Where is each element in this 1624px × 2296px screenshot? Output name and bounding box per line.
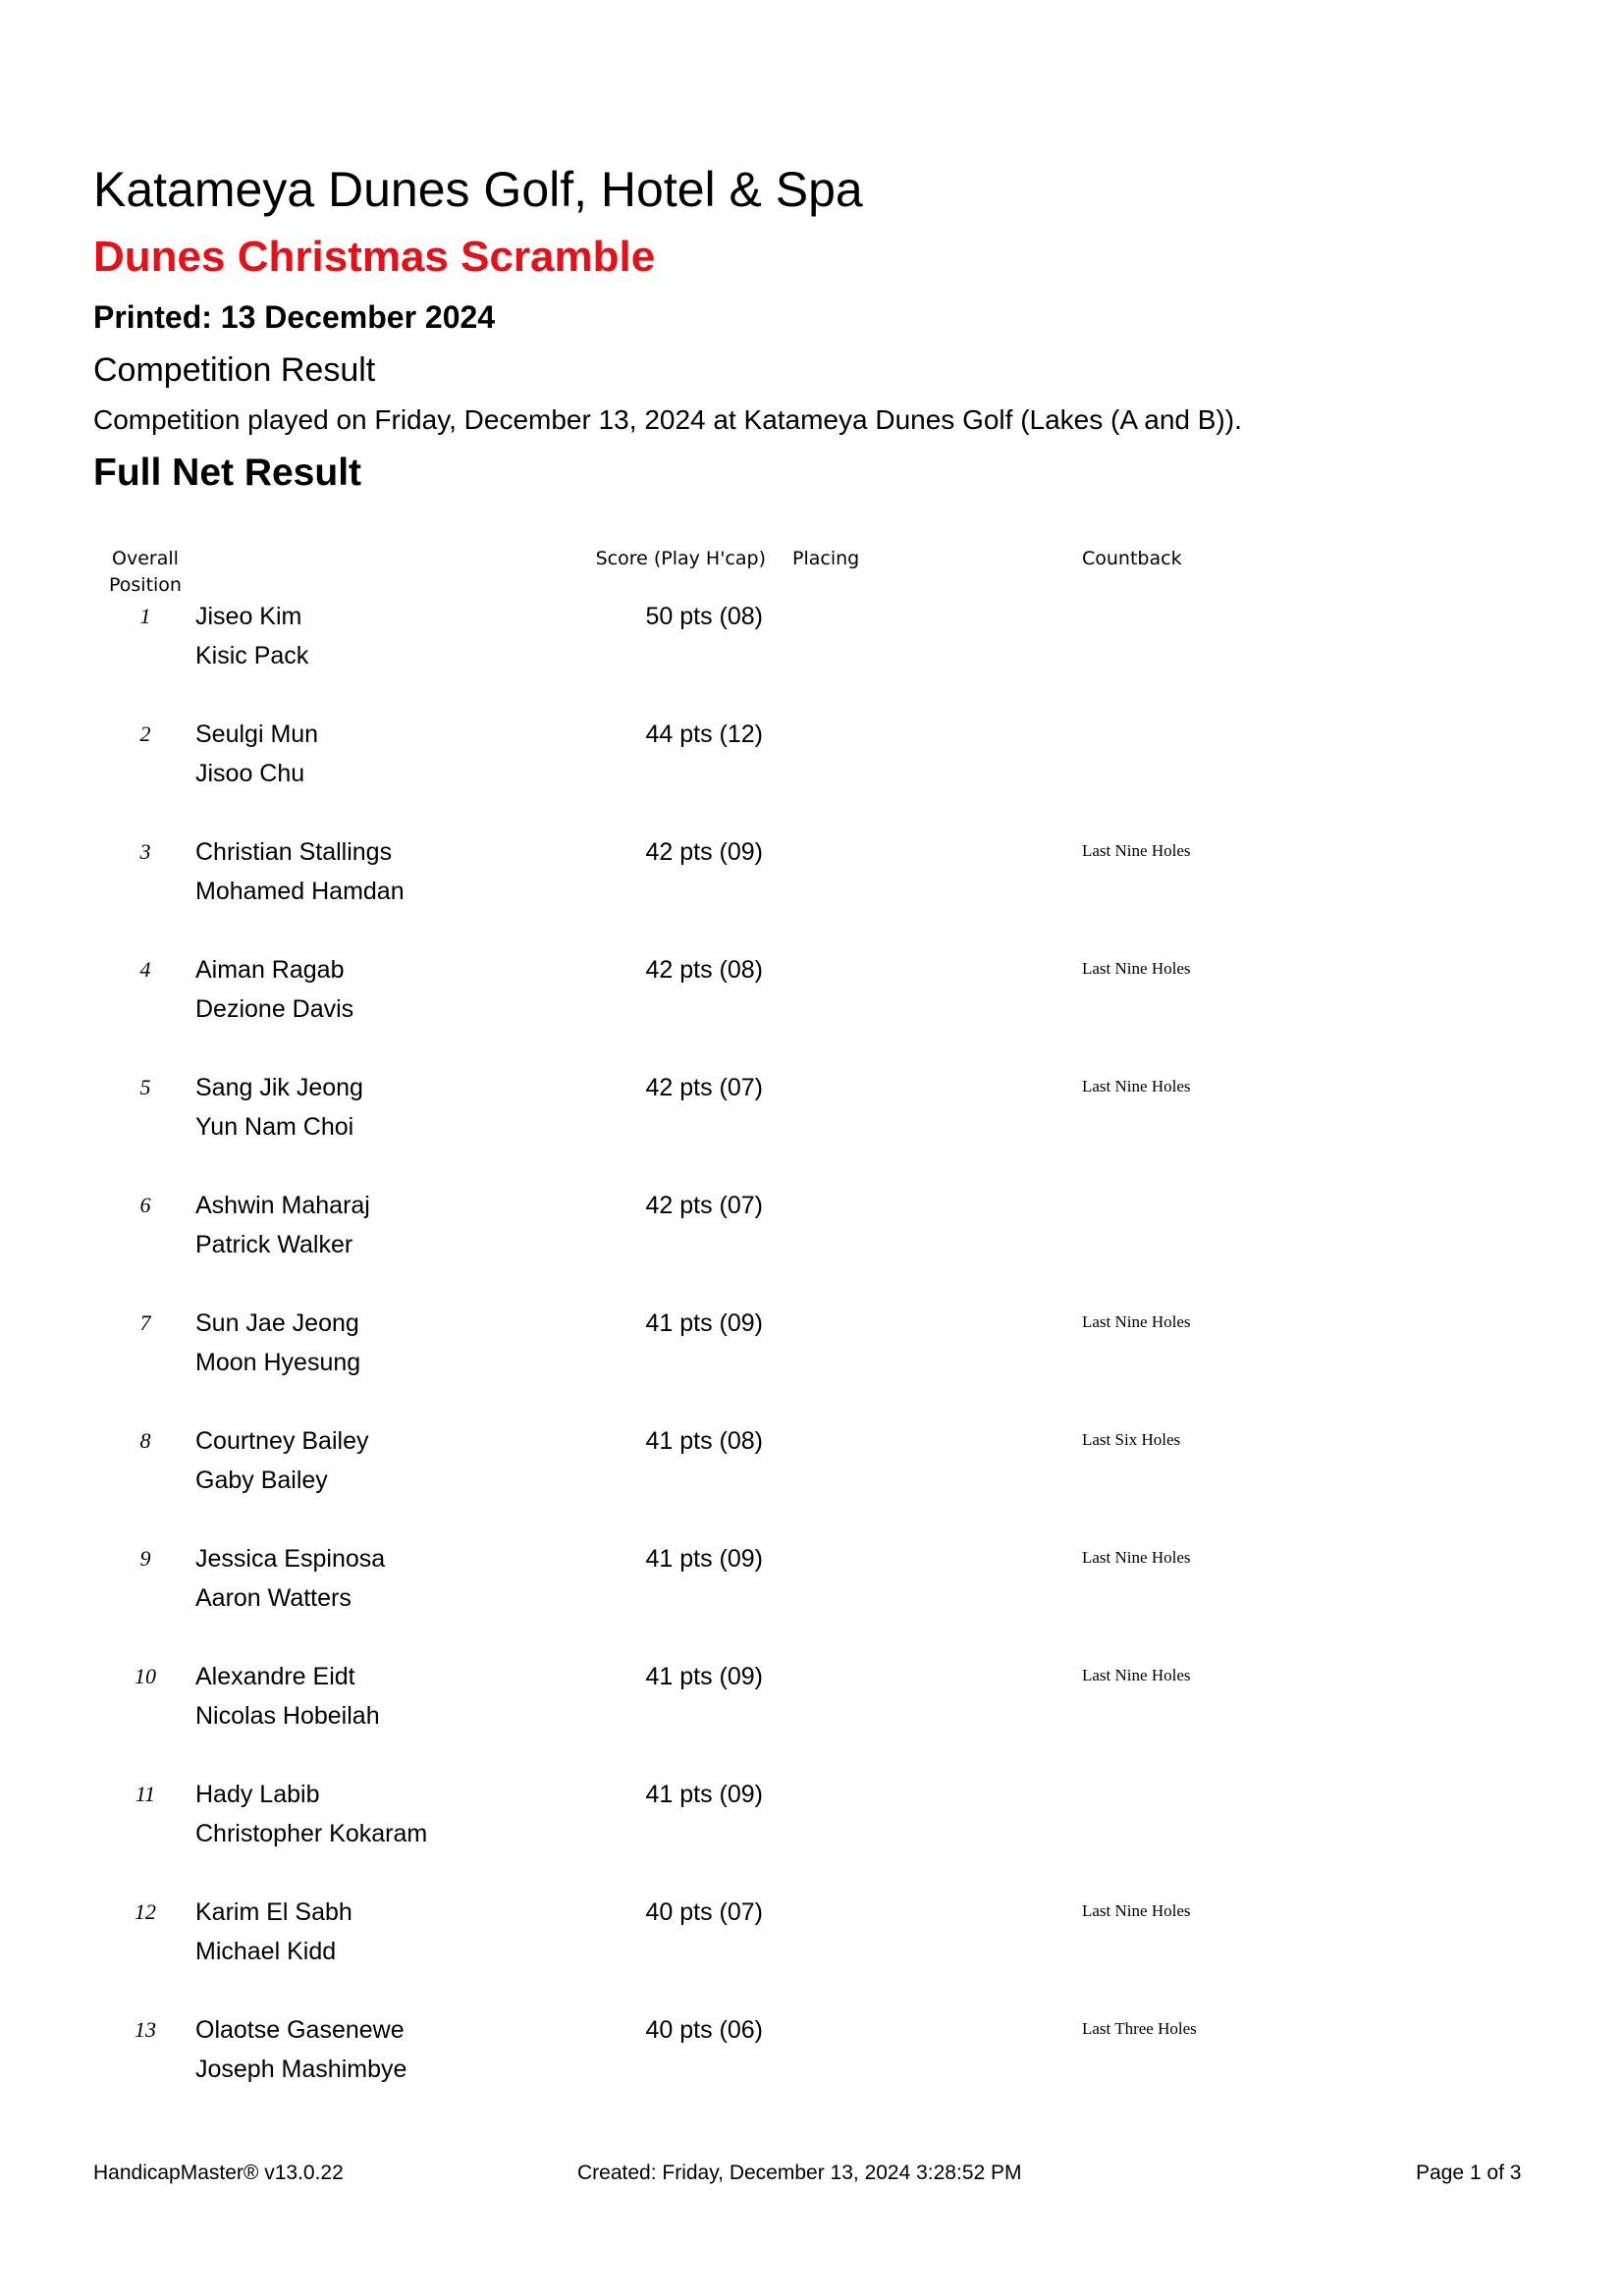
partner-name: Jisoo Chu [195, 760, 305, 787]
countback: Last Six Holes [1082, 1430, 1181, 1449]
score: 44 pts (12) [645, 721, 763, 748]
score: 40 pts (06) [645, 2016, 763, 2044]
partner-name: Michael Kidd [195, 1938, 337, 1965]
countback: Last Nine Holes [1082, 1901, 1191, 1920]
score: 41 pts (09) [645, 1781, 763, 1808]
countback: Last Nine Holes [1082, 1666, 1191, 1684]
result-row [0, 1777, 1624, 1895]
score: 41 pts (09) [645, 1545, 763, 1573]
player-name: Courtney Bailey [195, 1427, 369, 1455]
player-name: Ashwin Maharaj [195, 1192, 370, 1219]
countback: Last Nine Holes [1082, 841, 1191, 860]
result-row [0, 1659, 1624, 1777]
score: 42 pts (08) [645, 956, 763, 984]
player-name: Jessica Espinosa [195, 1545, 386, 1573]
player-name: Karim El Sabh [195, 1898, 352, 1926]
overall-position: 8 [139, 1428, 151, 1453]
player-name: Alexandre Eidt [195, 1663, 355, 1690]
competition-played-text: Competition played on Friday, December 13, 2024 at Katameya Dunes Golf (Lakes (A and B)). [93, 404, 1242, 435]
overall-position: 5 [139, 1075, 151, 1099]
countback: Last Three Holes [1082, 2019, 1197, 2038]
partner-name: Moon Hyesung [195, 1349, 361, 1376]
result-row [0, 2012, 1624, 2130]
result-row [0, 1306, 1624, 1423]
overall-position: 12 [135, 1899, 156, 1924]
score: 41 pts (09) [645, 1663, 763, 1690]
overall-position: 6 [139, 1193, 151, 1217]
overall-position: 2 [139, 721, 151, 746]
player-name: Aiman Ragab [195, 956, 345, 984]
column-header-countback: Countback [1082, 548, 1182, 569]
column-header-score: Score (Play H'cap) [595, 548, 766, 569]
countback: Last Nine Holes [1082, 959, 1191, 978]
countback: Last Nine Holes [1082, 1077, 1191, 1095]
result-row [0, 952, 1624, 1070]
result-row [0, 599, 1624, 717]
partner-name: Joseph Mashimbye [195, 2056, 407, 2083]
result-row [0, 834, 1624, 952]
overall-position: 11 [135, 1782, 156, 1806]
player-name: Olaotse Gasenewe [195, 2016, 405, 2044]
overall-position: 10 [135, 1664, 156, 1688]
partner-name: Yun Nam Choi [195, 1113, 354, 1141]
result-row [0, 1188, 1624, 1306]
results-list [0, 599, 1624, 2130]
player-name: Christian Stallings [195, 838, 393, 866]
partner-name: Aaron Watters [195, 1584, 352, 1612]
partner-name: Nicolas Hobeilah [195, 1702, 380, 1730]
overall-position: 1 [139, 604, 151, 628]
player-name: Sang Jik Jeong [195, 1074, 363, 1101]
countback: Last Nine Holes [1082, 1548, 1191, 1567]
score: 50 pts (08) [645, 603, 763, 630]
result-row [0, 1070, 1624, 1188]
partner-name: Dezione Davis [195, 995, 354, 1023]
score: 41 pts (08) [645, 1427, 763, 1455]
player-name: Sun Jae Jeong [195, 1309, 359, 1337]
result-heading: Competition Result [93, 351, 376, 389]
partner-name: Patrick Walker [195, 1231, 353, 1258]
overall-position: 4 [139, 957, 151, 982]
overall-position: 7 [139, 1310, 151, 1335]
score: 40 pts (07) [645, 1898, 763, 1926]
partner-name: Mohamed Hamdan [195, 878, 405, 905]
footer-created: Created: Friday, December 13, 2024 3:28:52 PM [577, 2162, 1022, 2184]
score: 41 pts (09) [645, 1309, 763, 1337]
printed-date: Printed: 13 December 2024 [93, 299, 496, 335]
player-name: Jiseo Kim [195, 603, 302, 630]
partner-name: Kisic Pack [195, 642, 309, 669]
overall-position: 13 [135, 2017, 156, 2042]
partner-name: Gaby Bailey [195, 1467, 328, 1494]
column-header-placing: Placing [792, 548, 860, 569]
column-header-position: Overall Position [109, 548, 182, 596]
footer-software: HandicapMaster® v13.0.22 [93, 2162, 344, 2184]
section-title: Full Net Result [93, 452, 362, 494]
venue-title: Katameya Dunes Golf, Hotel & Spa [93, 162, 863, 217]
competition-name: Dunes Christmas Scramble [93, 233, 656, 281]
result-row [0, 1423, 1624, 1541]
result-row [0, 1895, 1624, 2012]
partner-name: Christopher Kokaram [195, 1820, 428, 1847]
countback: Last Nine Holes [1082, 1312, 1191, 1331]
result-row [0, 717, 1624, 834]
overall-position: 9 [139, 1546, 151, 1571]
player-name: Seulgi Mun [195, 721, 319, 748]
result-row [0, 1541, 1624, 1659]
overall-position: 3 [139, 839, 151, 864]
score: 42 pts (09) [645, 838, 763, 866]
score: 42 pts (07) [645, 1074, 763, 1101]
player-name: Hady Labib [195, 1781, 320, 1808]
score: 42 pts (07) [645, 1192, 763, 1219]
footer-page-number: Page 1 of 3 [1416, 2162, 1522, 2184]
